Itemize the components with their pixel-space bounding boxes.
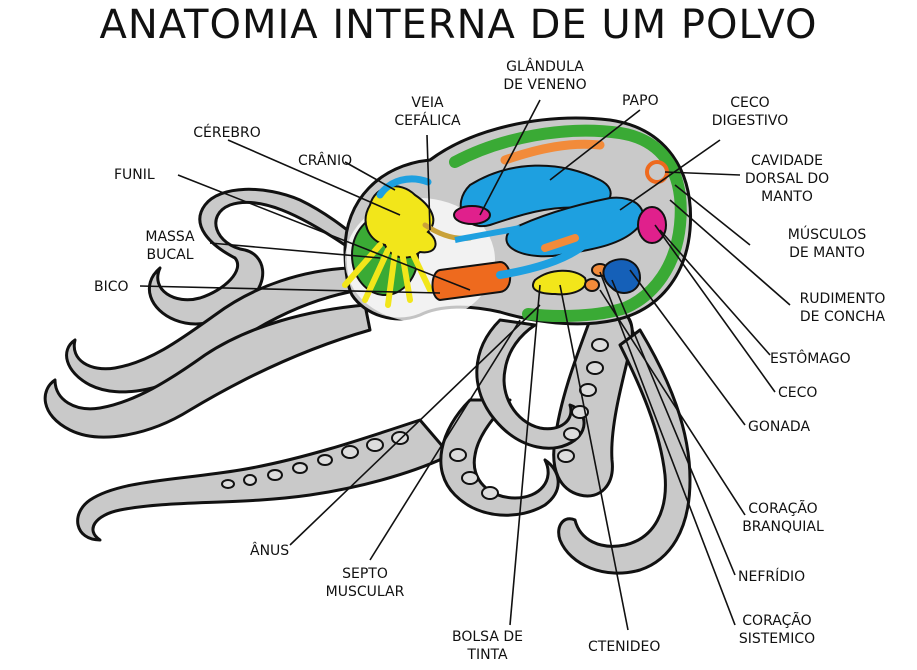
label-massa-bucal-line1: MASSA (145, 229, 195, 245)
label-veia-line1: VEIA (411, 95, 444, 111)
label-rudimento-line2: DE CONCHA (799, 309, 886, 325)
label-massa-bucal-line2: BUCAL (146, 247, 194, 263)
label-bolsa-line1: BOLSA DE (452, 629, 523, 645)
label-coracao-branquial-line1: CORAÇÃO (748, 501, 818, 517)
label-musculos-line2: DE MANTO (789, 245, 865, 261)
label-glandula-veneno (490, 58, 600, 94)
label-septo-muscular (315, 565, 415, 601)
label-bolsa-tinta (440, 628, 535, 664)
label-papo: PAPO (622, 93, 659, 109)
label-nefridio: NEFRÍDIO (738, 569, 806, 585)
label-rudimento-line1: RUDIMENTO (799, 291, 886, 307)
label-ceco-digestivo-line2: DIGESTIVO (711, 113, 789, 129)
label-ctenideo: CTENIDEO (588, 639, 661, 655)
tentacle-right-hanging (554, 312, 633, 496)
label-coracao-sistemico-line2: SISTEMICO (738, 631, 816, 647)
label-cavidade-line1: CAVIDADE (751, 153, 823, 169)
label-coracao-branquial-line2: BRANQUIAL (742, 519, 824, 535)
label-cavidade-dorsal (732, 152, 842, 206)
label-bico: BICO (94, 279, 129, 295)
label-ceco-digestivo-line1: CECO (730, 95, 770, 111)
label-glandula-line2: DE VENENO (503, 77, 587, 93)
label-cavidade-line3: MANTO (761, 189, 813, 205)
label-gonada: GONADA (748, 419, 811, 435)
label-septo-line1: SEPTO (342, 566, 388, 582)
label-ceco: CECO (778, 385, 818, 401)
label-anus: ÂNUS (250, 543, 290, 559)
label-massa-bucal (130, 228, 210, 264)
label-veia-line2: CEFÁLICA (394, 113, 461, 129)
label-rudimento-concha (785, 290, 900, 326)
label-bolsa-line2: TINTA (467, 647, 508, 663)
label-veia-cefalica (380, 94, 475, 130)
label-cerebro: CÉREBRO (193, 125, 261, 141)
label-cavidade-line2: DORSAL DO (744, 171, 830, 187)
label-ceco-digestivo (695, 94, 805, 130)
label-musculos-line1: MÚSCULOS (787, 227, 867, 243)
label-funil: FUNIL (114, 167, 155, 183)
branchial-heart (585, 279, 599, 291)
poison-gland (454, 206, 490, 224)
diagram-title: ANATOMIA INTERNA DE UM POLVO (99, 2, 818, 48)
label-estomago: ESTÔMAGO (770, 351, 851, 367)
label-cranio: CRÂNIO (298, 153, 353, 169)
label-glandula-line1: GLÂNDULA (506, 59, 584, 75)
label-coracao-sistemico (722, 612, 832, 648)
label-coracao-branquial (728, 500, 838, 536)
label-septo-line2: MUSCULAR (325, 584, 405, 600)
label-coracao-sistemico-line1: CORAÇÃO (742, 613, 812, 629)
stomach (638, 207, 666, 243)
label-musculos-manto (772, 226, 882, 262)
